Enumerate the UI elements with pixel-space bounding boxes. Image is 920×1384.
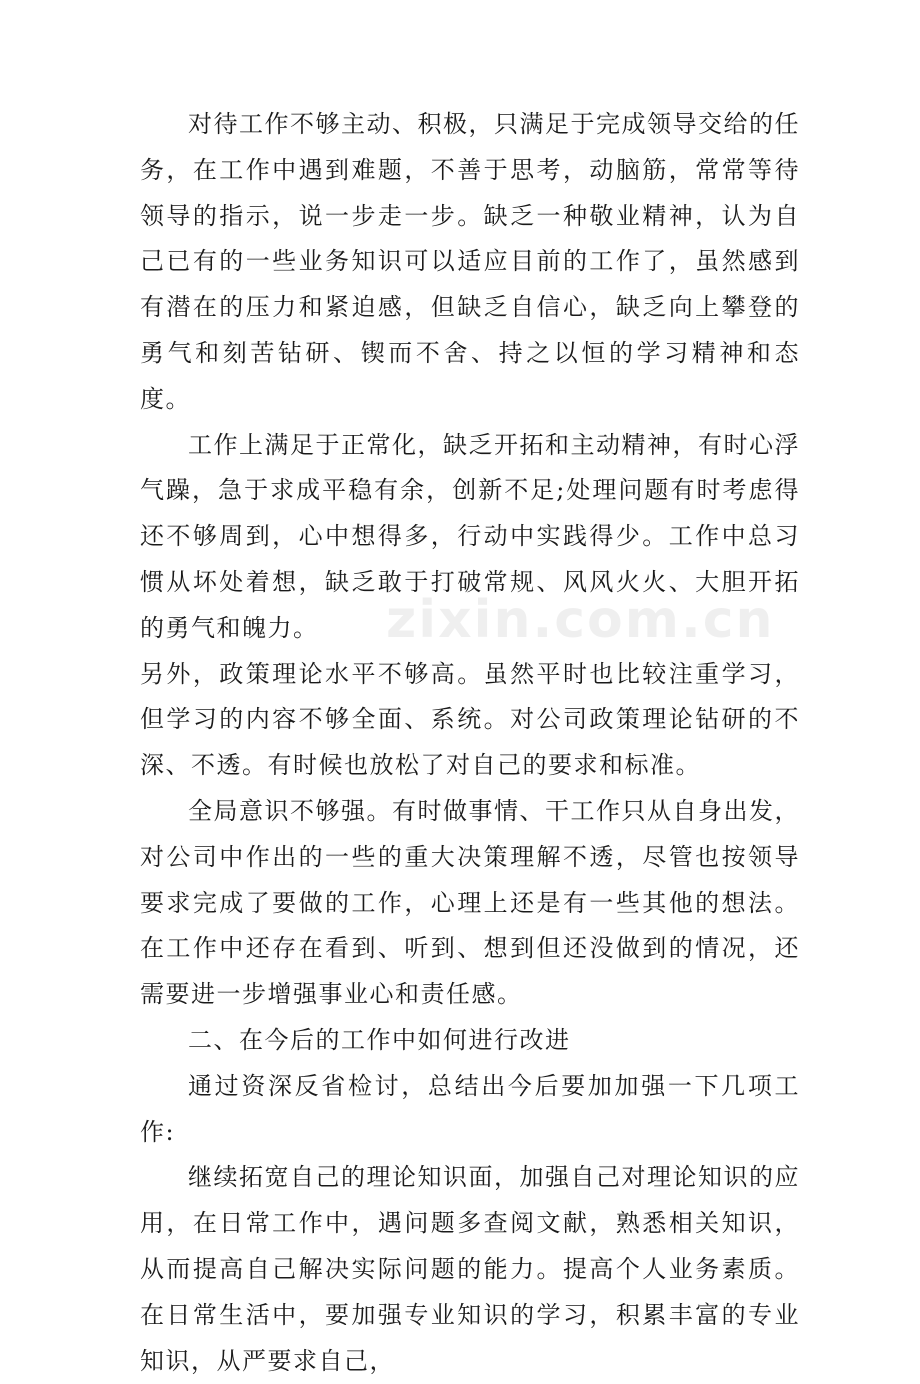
paragraph-innovation: 工作上满足于正常化，缺乏开拓和主动精神，有时心浮气躁，急于求成平稳有余，创新不足;处理问题有时考虑得还不够周到，心中想得多，行动中实践得少。工作中总习惯从坏处着想，缺乏敢于打破常规、风风火火、大胆开拓的勇气和魄力。 [140, 430, 800, 642]
paragraph-overall-awareness: 全局意识不够强。有时做事情、干工作只从自身出发，对公司中作出的一些的重大决策理解不透，尽管也按领导要求完成了要做的工作，心理上还是有一些其他的想法。在工作中还存在看到、听到、想到但还没做到的情况，还需要进一步增强事业心和责任感。 [140, 796, 800, 1009]
section-heading-improvement: 二、在今后的工作中如何进行改进 [188, 1025, 571, 1054]
paragraph-knowledge: 继续拓宽自己的理论知识面，加强自己对理论知识的应用，在日常工作中，遇问题多查阅文献，熟悉相关知识，从而提高自己解决实际问题的能力。提高个人业务素质。在日常生活中，要加强专业知识的学习，积累丰富的专业知识，从严要求自己， [140, 1163, 800, 1375]
document-body [140, 102, 800, 1384]
paragraph-work-attitude: 对待工作不够主动、积极，只满足于完成领导交给的任务，在工作中遇到难题，不善于思考，动脑筋，常常等待领导的指示，说一步走一步。缺乏一种敬业精神，认为自己已有的一些业务知识可以适应目前的工作了，虽然感到有潜在的压力和紧迫感，但缺乏自信心，缺乏向上攀登的勇气和刻苦钻研、锲而不舍、持之以恒的学习精神和态度。 [140, 110, 800, 413]
paragraph-policy-theory: 另外，政策理论水平不够高。虽然平时也比较注重学习，但学习的内容不够全面、系统。对公司政策理论钻研的不深、不透。有时候也放松了对自己的要求和标准。 [140, 659, 800, 780]
watermark-text: zixin.com.cn [386, 590, 775, 650]
paragraph-summary: 通过资深反省检讨，总结出今后要加加强一下几项工作: [140, 1071, 800, 1146]
